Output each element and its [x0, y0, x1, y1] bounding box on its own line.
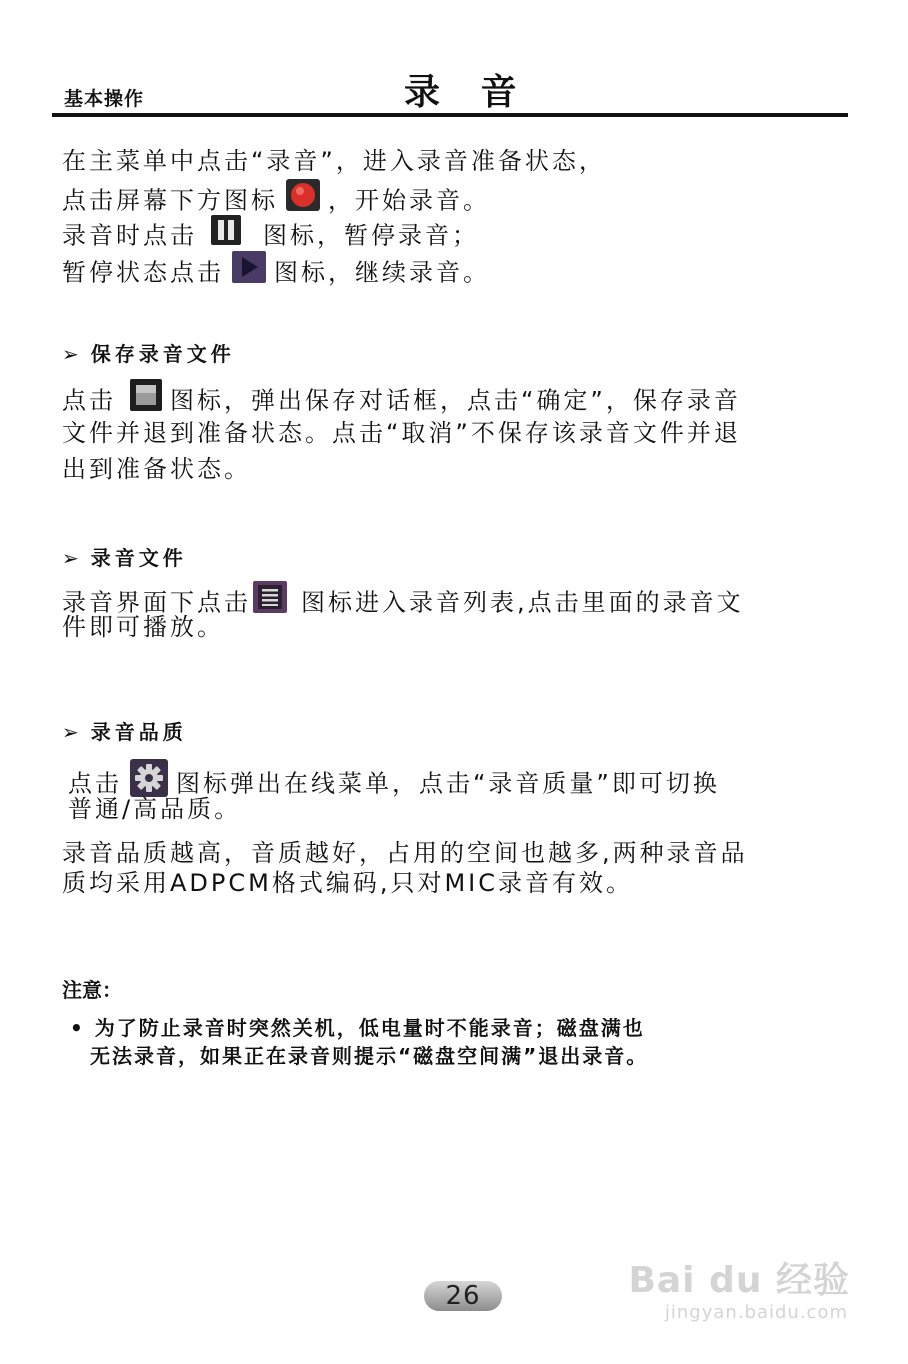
- page-title: 录 音: [404, 72, 531, 113]
- save-section-heading: [62, 338, 235, 367]
- intro-line-4: [62, 254, 490, 293]
- arrow-right-icon: ➢: [62, 342, 83, 366]
- play-icon: [232, 251, 266, 290]
- list-icon: [253, 581, 287, 620]
- note-title: 注意：: [62, 978, 122, 1002]
- files-line-2: 件即可播放。: [62, 613, 224, 641]
- files-line-1-text-a: 录音界面下点击: [62, 588, 251, 617]
- quality-line-1-text-a: 点击: [68, 769, 122, 798]
- intro-line-2: [62, 182, 490, 221]
- note-line-1: [70, 1012, 645, 1041]
- save-line-1: [62, 382, 741, 421]
- intro-line-1: 在主菜单中点击“录音”，进入录音准备状态，: [62, 147, 606, 175]
- note-line-2: 无法录音，如果正在录音则提示“磁盘空间满”退出录音。: [90, 1044, 649, 1068]
- intro-line-4-text-a: 暂停状态点击: [62, 258, 224, 287]
- intro-line-4-text-b: 图标，继续录音。: [274, 258, 490, 287]
- save-line-1-text-a: 点击: [62, 386, 116, 415]
- pause-icon: [211, 215, 241, 252]
- save-line-2: 文件并退到准备状态。点击“取消”不保存该录音文件并退: [62, 419, 741, 447]
- quality-line-3: 录音品质越高，音质越好，占用的空间也越多,两种录音品: [62, 839, 748, 867]
- header-divider: [52, 113, 848, 117]
- save-section-heading-text: 保存录音文件: [90, 342, 235, 366]
- quality-line-2: 普通/高品质。: [68, 795, 242, 823]
- quality-line-4: 质均采用ADPCM格式编码,只对MIC录音有效。: [62, 869, 634, 897]
- files-section-heading: [62, 542, 187, 571]
- bullet-icon: •: [70, 1016, 85, 1040]
- record-icon: [286, 179, 320, 218]
- save-line-3: 出到准备状态。: [62, 455, 251, 483]
- page-number: 26: [424, 1281, 502, 1311]
- quality-line-1-text-b: 图标弹出在线菜单，点击“录音质量”即可切换: [176, 769, 720, 798]
- quality-section-heading: [62, 716, 187, 745]
- arrow-right-icon: ➢: [62, 720, 83, 744]
- watermark: Bai du 经验: [628, 1260, 850, 1301]
- section-label: 基本操作: [64, 88, 145, 110]
- intro-line-3: [62, 218, 479, 255]
- arrow-right-icon: ➢: [62, 546, 83, 570]
- files-line-1-text-b: 图标进入录音列表,点击里面的录音文: [301, 588, 744, 617]
- files-section-heading-text: 录音文件: [90, 546, 187, 570]
- stop-save-icon: [130, 379, 162, 418]
- quality-section-heading-text: 录音品质: [90, 720, 187, 744]
- save-line-1-text-b: 图标，弹出保存对话框，点击“确定”，保存录音: [170, 386, 741, 415]
- note-line-1-text: 为了防止录音时突然关机，低电量时不能录音；磁盘满也: [94, 1016, 645, 1040]
- intro-line-2-text-b: ，开始录音。: [328, 186, 490, 215]
- watermark-url: jingyan.baidu.com: [664, 1302, 848, 1323]
- intro-line-3-text-a: 录音时点击: [62, 221, 197, 250]
- intro-line-3-text-b: 图标，暂停录音；: [263, 221, 479, 250]
- intro-line-2-text-a: 点击屏幕下方图标: [62, 186, 278, 215]
